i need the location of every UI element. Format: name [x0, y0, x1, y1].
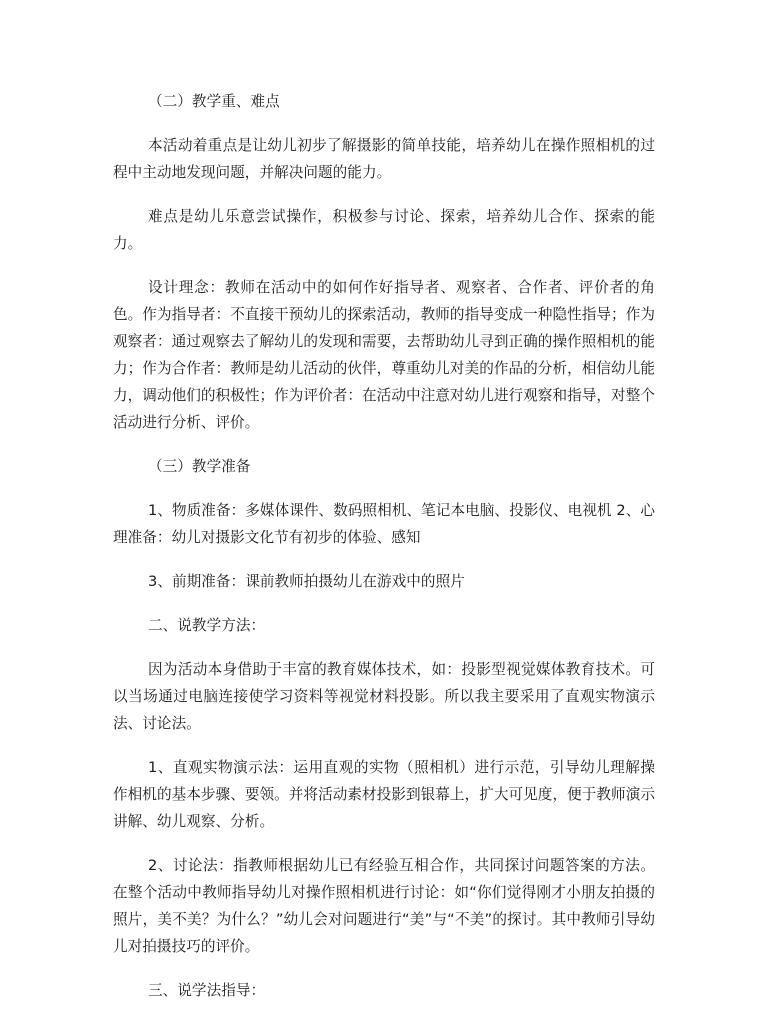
paragraph-demonstration-method: 1、直观实物演示法：运用直观的实物（照相机）进行示范，引导幼儿理解操作相机的基本步骤、要领。并将活动素材投影到银幕上，扩大可见度，便于教师演示讲解、幼儿观察、分析。 — [113, 759, 655, 830]
document-page — [113, 88, 655, 1021]
paragraph-early-preparation: 3、前期准备：课前教师拍摄幼儿在游戏中的照片 — [148, 573, 465, 590]
paragraph-discussion-method: 2、讨论法：指教师根据幼儿已有经验互相合作，共同探讨问题答案的方法。在整个活动中教师指导幼儿对操作照相机进行讨论：如“你们觉得刚才小朋友拍摄的照片，美不美？为什么？”幼儿会对问题进行“美”与“不美”的探讨。其中教师引导幼儿对拍摄技巧的评价。 — [113, 857, 655, 955]
section-heading-teaching-focus: （二）教学重、难点 — [148, 93, 280, 110]
paragraph-focus: 本活动着重点是让幼儿初步了解摄影的简单技能，培养幼儿在操作照相机的过程中主动地发现问题，并解决问题的能力。 — [113, 137, 655, 181]
section-heading-learning-guidance: 三、说学法指导： — [148, 982, 266, 999]
section-heading-teaching-preparation: （三）教学准备 — [148, 458, 251, 475]
section-heading-teaching-methods: 二、说教学方法： — [148, 617, 266, 634]
paragraph-difficulty: 难点是幼儿乐意尝试操作，积极参与讨论、探索，培养幼儿合作、探索的能力。 — [113, 208, 655, 252]
paragraph-methods-intro: 因为活动本身借助于丰富的教育媒体技术，如：投影型视觉媒体教育技术。可以当场通过电脑连接使学习资料等视觉材料投影。所以我主要采用了直观实物演示法、讨论法。 — [113, 661, 655, 732]
paragraph-material-preparation: 1、物质准备：多媒体课件、数码照相机、笔记本电脑、投影仪、电视机 2、心理准备：幼儿对摄影文化节有初步的体验、感知 — [113, 502, 655, 546]
paragraph-design-concept: 设计理念：教师在活动中的如何作好指导者、观察者、合作者、评价者的角色。作为指导者：不直接干预幼儿的探索活动，教师的指导变成一种隐性指导；作为观察者：通过观察去了解幼儿的发现和需要，去帮助幼儿寻到正确的操作照相机的能力；作为合作者：教师是幼儿活动的伙伴，尊重幼儿对美的作品的分析，相信幼儿能力，调动他们的积极性；作为评价者：在活动中注意对幼儿进行观察和指导，对整个活动进行分析、评价。 — [113, 279, 655, 431]
